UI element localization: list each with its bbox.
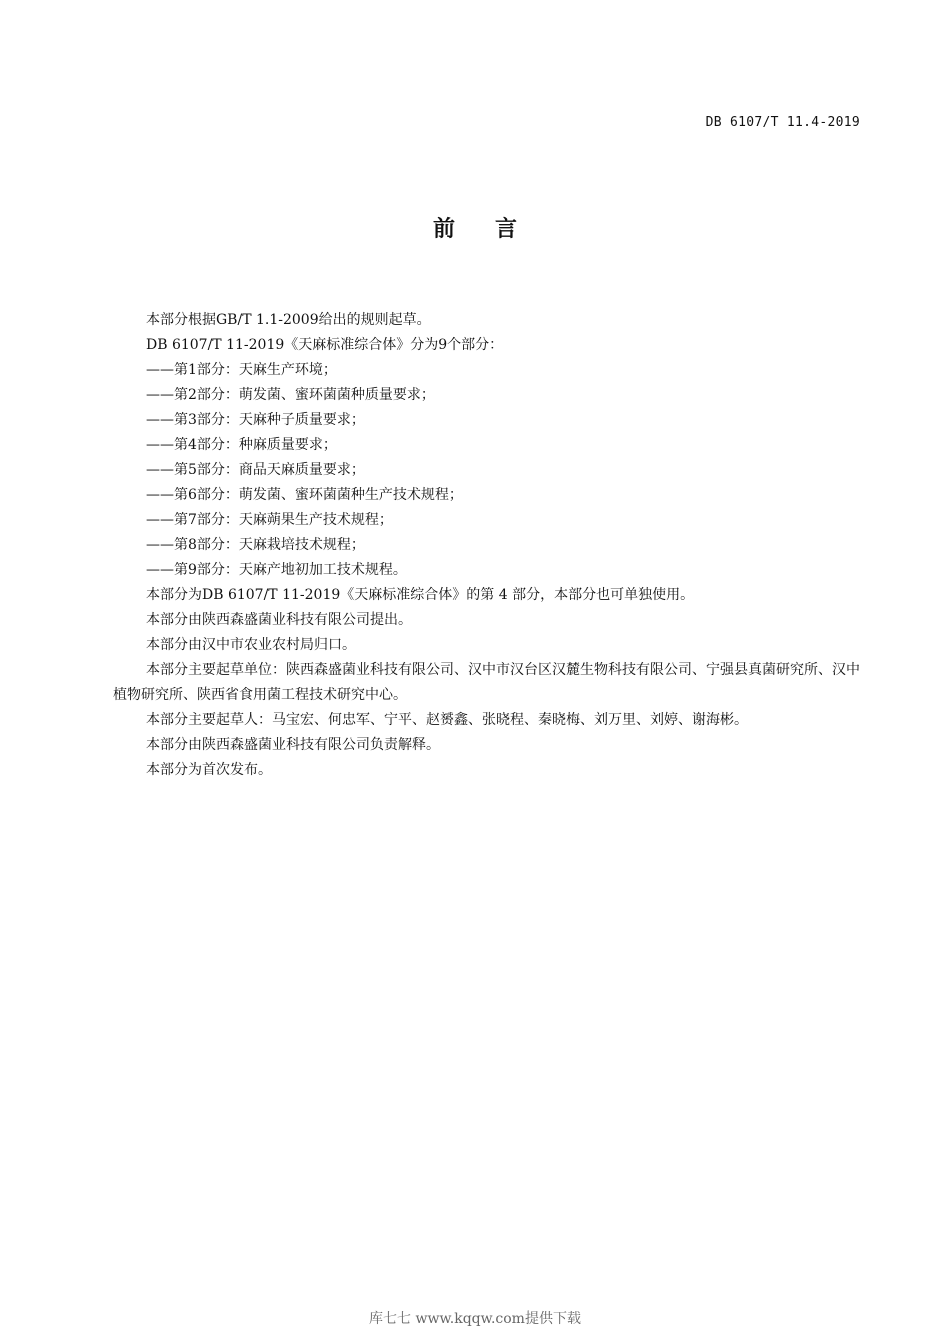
list-item: ——第6部分：萌发菌、蜜环菌菌种生产技术规程；	[146, 487, 463, 503]
footer-watermark: 库七七 www.kqqw.com提供下载	[369, 1311, 581, 1327]
paragraph-parts-intro: DB 6107/T 11-2019《天麻标准综合体》分为9个部分：	[146, 337, 504, 353]
list-item: ——第9部分：天麻产地初加工技术规程。	[146, 562, 407, 578]
list-item: ——第5部分：商品天麻质量要求；	[146, 462, 365, 478]
paragraph-centralized: 本部分由汉中市农业农村局归口。	[146, 637, 356, 653]
list-item: ——第1部分：天麻生产环境；	[146, 362, 337, 378]
paragraph-interpretation: 本部分由陕西森盛菌业科技有限公司负责解释。	[146, 737, 440, 753]
list-item: ——第8部分：天麻栽培技术规程；	[146, 537, 365, 553]
paragraph-basis: 本部分根据GB/T 1.1-2009给出的规则起草。	[146, 312, 431, 328]
list-item: ——第7部分：天麻蒴果生产技术规程；	[146, 512, 393, 528]
paragraph-drafters: 本部分主要起草人：马宝宏、何忠军、宁平、赵赟鑫、张晓程、秦晓梅、刘万里、刘婷、谢海彬。	[146, 712, 748, 728]
paragraph-this-part: 本部分为DB 6107/T 11-2019《天麻标准综合体》的第 4 部分，本部分也可单独使用。	[146, 587, 695, 603]
preface-body	[113, 308, 863, 783]
paragraph-first-release: 本部分为首次发布。	[146, 762, 272, 778]
list-item: ——第3部分：天麻种子质量要求；	[146, 412, 365, 428]
paragraph-drafting-units: 本部分主要起草单位：陕西森盛菌业科技有限公司、汉中市汉台区汉麓生物科技有限公司、宁强县真菌研究所、汉中植物研究所、陕西省食用菌工程技术研究中心。	[113, 662, 860, 703]
list-item: ——第2部分：萌发菌、蜜环菌菌种质量要求；	[146, 387, 435, 403]
standard-code: DB 6107/T 11.4-2019	[705, 115, 860, 130]
paragraph-proposed: 本部分由陕西森盛菌业科技有限公司提出。	[146, 612, 412, 628]
list-item: ——第4部分：种麻质量要求；	[146, 437, 337, 453]
page-title: 前言	[432, 217, 557, 242]
